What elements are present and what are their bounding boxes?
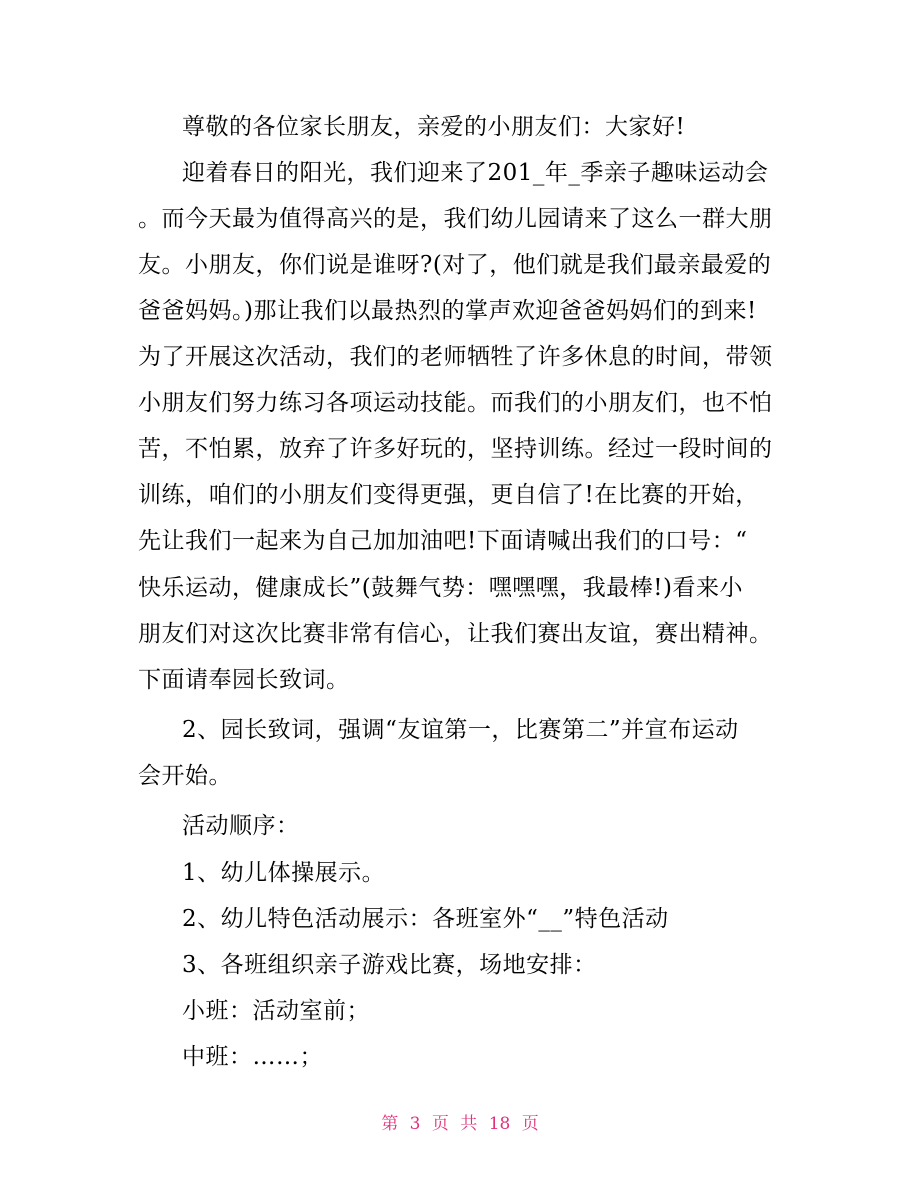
text-line: 苦，不怕累，放弃了许多好玩的，坚持训练。经过一段时间的 — [138, 436, 773, 462]
page-number-footer: 第 3 页 共 18 页 — [381, 1114, 539, 1134]
text-line: 友。小朋友，你们说是谁呀?(对了，他们就是我们最亲最爱的 — [138, 252, 772, 278]
text-line: 朋友们对这次比赛非常有信心，让我们赛出友谊，赛出精神。 — [138, 621, 773, 647]
text-line: 1、幼儿体操展示。 — [182, 860, 386, 886]
text-line: 先让我们一起来为自己加加油吧!下面请喊出我们的口号：“ — [138, 528, 748, 554]
text-line: 爸爸妈妈。)那让我们以最热烈的掌声欢迎爸爸妈妈们的到来! — [138, 298, 757, 324]
text-line: 快乐运动，健康成长”(鼓舞气势：嘿嘿嘿，我最棒!)看来小 — [138, 575, 743, 601]
text-line: 迎着春日的阳光，我们迎来了201_年_季亲子趣味运动会 — [182, 160, 769, 186]
text-line: 3、各班组织亲子游戏比赛，场地安排： — [182, 952, 597, 978]
text-line: 为了开展这次活动，我们的老师牺牲了许多休息的时间，带领 — [138, 344, 773, 370]
text-line: 。而今天最为值得高兴的是，我们幼儿园请来了这么一群大朋 — [138, 206, 773, 232]
text-line: 中班：……； — [182, 1044, 323, 1070]
text-line: 2、幼儿特色活动展示：各班室外“__”特色活动 — [182, 906, 669, 932]
text-line: 下面请奉园长致词。 — [138, 667, 350, 693]
text-line: 小班：活动室前； — [182, 998, 370, 1024]
text-line: 2、园长致词，强调“友谊第一，比赛第二”并宣布运动 — [182, 717, 739, 743]
text-line: 训练，咱们的小朋友们变得更强，更自信了!在比赛的开始， — [138, 482, 759, 508]
text-line: 尊敬的各位家长朋友，亲爱的小朋友们：大家好! — [182, 114, 686, 140]
text-line: 小朋友们努力练习各项运动技能。而我们的小朋友们，也不怕 — [138, 390, 773, 416]
text-line: 会开始。 — [138, 763, 232, 789]
text-line: 活动顺序： — [182, 813, 300, 839]
